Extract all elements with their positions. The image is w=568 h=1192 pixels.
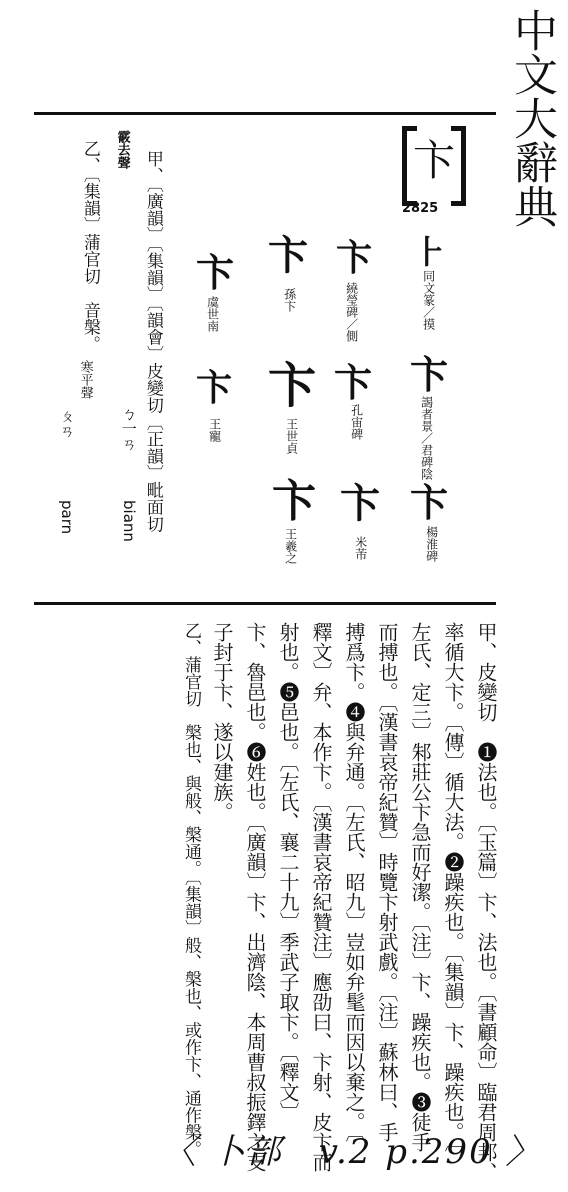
calligraphy-sample: 卞 [268,358,317,414]
calligraphy-sample: 卞 [196,367,233,409]
definition-column: 而搏也。〔漢書哀帝紀贊〕時覽卞射武戲。〔注〕蘇林曰、手 [375,622,399,1142]
definition-column: 釋文〕弁、本作卞。〔漢書哀帝紀贊注〕應劭曰、卞射、皮卞而 [309,622,333,1172]
calligraphy-sample: 卞 [268,232,308,279]
reading-romaji-3: parn [58,500,76,535]
definition-column: 搏爲卞。❹與弁通。〔左氏、昭九〕豈如弁髦而因以棄之。〔 [342,622,366,1142]
calligraphy-label: 繞瑩碑／側 [344,282,359,342]
reading-romaji-1: biann [120,500,138,542]
calligraphy-label: 王羲之 [283,528,298,564]
dictionary-title: 中文大辭典 [506,8,557,228]
calligraphy-sample: 卞 [272,476,316,527]
definition-column: 乙、蒲官切 槃也、與般、槃通。〔集韻〕般、槃也、或作卞、通作槃。 [181,622,201,1158]
calligraphy-sample: 卞 [410,352,449,397]
calligraphy-label: 米芾 [353,536,368,560]
reading-tone-3: 寒平聲 [77,360,93,399]
calligraphy-label: 楊淮碑 [424,526,439,562]
calligraphy-label: 王世貞 [284,418,299,454]
calligraphy-sample: 卞 [196,250,235,295]
reading-phonetic-3: ㄆㄢ [57,408,76,438]
footer-note: 〈 卜部 v.2 p.290 〉 [162,1132,542,1172]
calligraphy-label: 虞世南 [205,296,220,332]
definition-column: 左氏、定三〕邾莊公卞急而好潔。〔注〕卞、躁疾也。❸徒手 [408,622,432,1152]
calligraphy-sample: 卞 [334,360,373,405]
definition-column: 射也。❺邑也。〔左氏、襄二十九〕季武子取卞。〔釋文〕 [276,622,300,1122]
calligraphy-sample: ⺊ [414,233,447,271]
reading-phonetic-1: ㄅ一ㄢ [119,406,138,451]
calligraphy-sample: 卞 [336,237,373,279]
entry-number: 2825 [402,201,439,216]
reading-line-3: 乙、〔集韻〕蒲官切 音槃。 [79,140,100,353]
calligraphy-label: 孫卞 [282,288,297,312]
definition-column: 卞、魯邑也。❻姓也。〔廣韻〕卞、出濟陰、本周曹叔振鐸之支 [243,622,267,1172]
calligraphy-sample: 卞 [410,480,449,525]
calligraphy-label: 謁者景／君碑陰 [419,396,434,480]
definition-column: 率循大卞。〔傳〕循大法。❷躁疾也。〔集韻〕卞、躁疾也。〔 [441,622,465,1152]
calligraphy-sample: 卞 [340,480,380,527]
reading-tone-1: 霰去聲 [114,130,130,169]
calligraphy-label: 同文篆／摸 [421,270,436,330]
definition-column: 子封于卞、遂以建族。 [210,622,234,822]
middle-rule [34,602,496,605]
definition-column: 甲、皮變切 ❶法也。〔玉篇〕卞、法也。〔書顧命〕臨君周邦、 [474,622,498,1182]
entry-headword-box [402,126,466,200]
headword-char: 卞 [413,136,456,185]
top-rule [34,112,496,115]
calligraphy-label: 孔宙碑 [349,404,364,440]
calligraphy-label: 王寵 [207,418,222,442]
reading-line-1: 甲、〔廣韻〕〔集韻〕〔韻會〕皮變切〔正韻〕毗面切 [142,150,163,533]
